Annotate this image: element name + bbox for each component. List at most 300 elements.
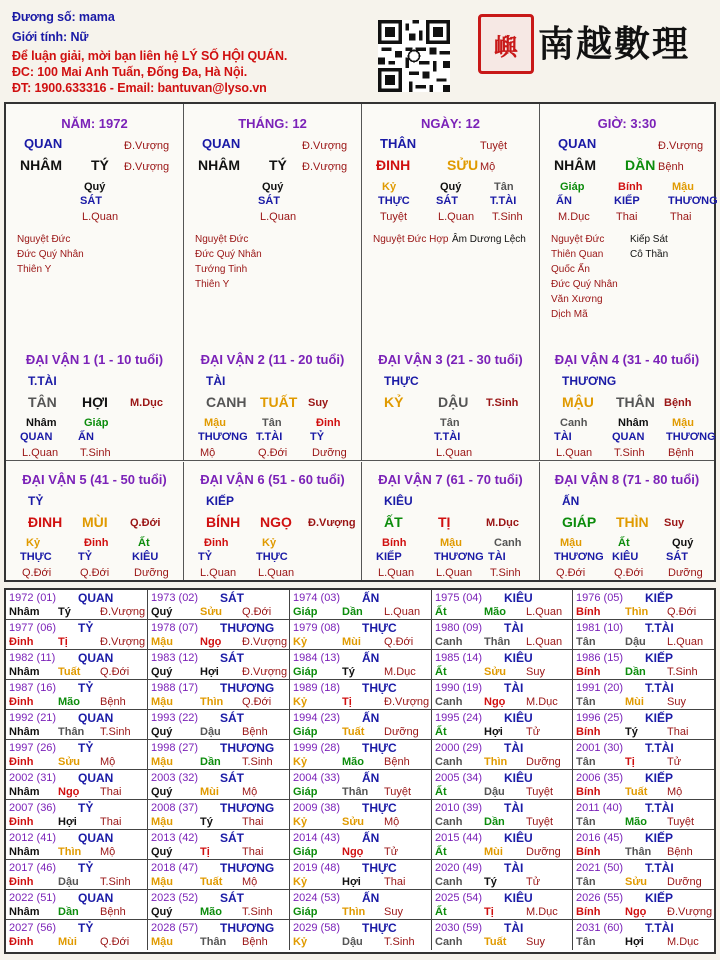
year-label: 2023 (52) <box>151 892 199 904</box>
year-branch: Hợi <box>58 816 77 828</box>
dai-van-4 <box>540 342 714 461</box>
year-branch: Dần <box>58 906 79 918</box>
pillar-2 <box>362 104 540 342</box>
year-stem: Kỷ <box>293 936 308 948</box>
year-god: TỶ <box>78 861 94 875</box>
year-god: THƯƠNG <box>220 621 275 635</box>
hidden-stem: Mậu <box>560 537 582 549</box>
hidden-stage: T.Sinh <box>490 567 521 579</box>
hidden-stem: Ất <box>618 537 630 549</box>
pillar-branch: TÝ <box>269 157 287 173</box>
year-label: 2015 (44) <box>435 832 483 844</box>
year-stem: Quý <box>151 846 173 858</box>
hidden-god: T.TÀI <box>490 195 517 207</box>
year-branch: Dần <box>200 756 221 768</box>
year-stage: Q.Đới <box>100 666 130 678</box>
hidden-stage: L.Quan <box>378 567 415 579</box>
dai-van-branch: TUẤT <box>260 394 298 410</box>
year-god: TỶ <box>78 681 94 695</box>
year-stem: Kỷ <box>293 876 308 888</box>
year-stem: Giáp <box>293 666 318 678</box>
year-label: 2008 (37) <box>151 802 199 814</box>
hidden-stage: Bệnh <box>668 447 694 459</box>
year-stem: Bính <box>576 606 601 618</box>
year-label: 1984 (13) <box>293 652 341 664</box>
year-label: 2002 (31) <box>9 772 57 784</box>
year-god: KIÊU <box>504 591 533 605</box>
dai-van-branch: THÌN <box>616 514 649 530</box>
pillar-branch: SỬU <box>447 157 479 173</box>
year-stage: Thai <box>242 816 264 828</box>
year-branch: Sửu <box>342 816 365 828</box>
hidden-god: THƯƠNG <box>198 431 248 443</box>
year-label: 2016 (45) <box>576 832 624 844</box>
hidden-god: TỶ <box>78 551 93 563</box>
pillar-stem-stage: Đ.Vượng <box>124 140 170 152</box>
year-branch: Hợi <box>342 876 361 888</box>
year-god: ẤN <box>362 711 380 725</box>
dai-van-title: ĐẠI VẬN 4 (31 - 40 tuổi) <box>554 352 700 367</box>
year-branch: Dậu <box>200 726 221 738</box>
dai-van-1 <box>6 342 184 461</box>
year-stage: Đ.Vượng <box>242 636 288 648</box>
year-cell <box>573 890 714 920</box>
hidden-stage: T.Sinh <box>80 447 111 459</box>
year-label: 2019 (48) <box>293 862 341 874</box>
year-cell <box>148 680 290 710</box>
hidden-god: KIÊU <box>132 551 159 563</box>
year-stage: Dưỡng <box>526 846 561 858</box>
dai-van-6 <box>184 462 362 580</box>
year-stem: Tân <box>576 936 596 948</box>
year-branch: Tị <box>484 906 494 918</box>
year-label: 2018 (47) <box>151 862 199 874</box>
year-stage: Đ.Vượng <box>384 696 430 708</box>
star-item: Quốc Ấn <box>551 264 590 275</box>
year-stage: Tuyệt <box>526 816 554 828</box>
year-cell <box>6 650 148 680</box>
year-cell <box>573 920 714 950</box>
year-god: T.TÀI <box>645 621 674 635</box>
year-stem: Tân <box>576 696 596 708</box>
hidden-stem: Quý <box>84 181 106 193</box>
year-stem: Đinh <box>9 876 34 888</box>
year-stage: Q.Đới <box>100 936 130 948</box>
year-label: 2006 (35) <box>576 772 624 784</box>
year-label: 1981 (10) <box>576 622 624 634</box>
year-branch: Ngọ <box>342 846 364 858</box>
year-cell <box>148 920 290 950</box>
year-god: SÁT <box>220 831 244 845</box>
year-stem: Quý <box>151 666 173 678</box>
dai-van-stage: M.Dục <box>130 397 163 409</box>
year-branch: Hợi <box>625 936 644 948</box>
year-stage: Dưỡng <box>384 726 419 738</box>
year-stage: L.Quan <box>384 606 421 618</box>
year-cell <box>573 710 714 740</box>
year-stage: Q.Đới <box>242 696 272 708</box>
year-branch: Thìn <box>484 756 508 768</box>
year-cell <box>148 890 290 920</box>
hidden-stem: Quý <box>672 537 694 549</box>
hidden-god: T.TÀI <box>434 431 461 443</box>
dai-van-3 <box>362 342 540 461</box>
hidden-god: THỰC <box>20 551 52 563</box>
year-god: SÁT <box>220 651 244 665</box>
year-cell <box>148 770 290 800</box>
dai-van-branch: HỢI <box>82 394 108 410</box>
year-cell <box>573 830 714 860</box>
year-label: 1979 (08) <box>293 622 341 634</box>
year-stage: M.Dục <box>667 936 699 948</box>
year-stem: Giáp <box>293 606 318 618</box>
year-god: THƯƠNG <box>220 861 275 875</box>
dai-van-stage: T.Sinh <box>486 397 519 409</box>
dai-van-stage: Đ.Vượng <box>308 517 356 529</box>
year-branch: Dần <box>625 666 646 678</box>
year-branch: Tý <box>200 816 213 828</box>
year-branch: Mão <box>625 816 647 828</box>
year-cell <box>6 830 148 860</box>
year-cell <box>432 680 573 710</box>
year-cell <box>432 830 573 860</box>
year-stage: L.Quan <box>526 636 563 648</box>
year-branch: Mùi <box>342 636 361 648</box>
hidden-god: THƯƠNG <box>668 195 718 207</box>
gender-label: Giới tính: <box>12 30 71 44</box>
hidden-god: THỰC <box>378 195 410 207</box>
star-item: Tướng Tinh <box>195 264 248 275</box>
pillar-stem-stage: Tuyệt <box>480 140 508 152</box>
star-item: Nguyệt Đức <box>17 234 71 245</box>
hidden-stem: Bính <box>382 537 407 549</box>
hidden-stage: L.Quan <box>82 211 119 223</box>
year-stem: Canh <box>435 936 463 948</box>
year-cell <box>432 890 573 920</box>
year-stage: L.Quan <box>667 636 704 648</box>
year-god: THƯƠNG <box>220 801 275 815</box>
year-branch: Mùi <box>625 696 644 708</box>
year-label: 2021 (50) <box>576 862 624 874</box>
dai-van-branch: THÂN <box>616 394 655 410</box>
dai-van-stem: ĐINH <box>28 514 63 530</box>
year-god: TÀI <box>504 741 524 755</box>
year-stage: Thai <box>242 846 264 858</box>
year-cell <box>432 590 573 620</box>
year-label: 1998 (27) <box>151 742 199 754</box>
year-stage: Dưỡng <box>667 876 702 888</box>
year-label: 2013 (42) <box>151 832 199 844</box>
year-stage: Đ.Vượng <box>667 906 713 918</box>
year-god: QUAN <box>78 651 114 665</box>
year-stem: Ất <box>435 846 447 858</box>
hidden-stage: T.Sinh <box>614 447 645 459</box>
year-god: QUAN <box>78 831 114 845</box>
year-stage: Q.Đới <box>384 636 414 648</box>
hidden-stem: Giáp <box>84 417 109 429</box>
dai-van-top-god: TỶ <box>28 494 44 508</box>
hidden-stage: Dưỡng <box>134 567 169 579</box>
year-label: 2004 (33) <box>293 772 341 784</box>
hidden-god: SÁT <box>436 195 458 207</box>
pillar-stem: NHÂM <box>554 157 596 173</box>
year-stem: Giáp <box>293 906 318 918</box>
year-stage: Dưỡng <box>526 756 561 768</box>
year-label: 1974 (03) <box>293 592 341 604</box>
hidden-stem: Giáp <box>560 181 585 193</box>
year-god: TÀI <box>504 681 524 695</box>
year-label: 2029 (58) <box>293 922 341 934</box>
year-label: 2030 (59) <box>435 922 483 934</box>
year-god: T.TÀI <box>645 741 674 755</box>
pillar-branch-stage: Đ.Vượng <box>302 161 348 173</box>
dai-van-title: ĐẠI VẬN 7 (61 - 70 tuổi) <box>378 472 523 487</box>
year-branch: Mão <box>58 696 80 708</box>
year-branch: Ngọ <box>200 636 222 648</box>
year-god: TÀI <box>504 801 524 815</box>
pillar-branch: TÝ <box>91 157 109 173</box>
year-branch: Sửu <box>58 756 81 768</box>
dai-van-stem: KỶ <box>384 394 404 410</box>
year-stem: Nhâm <box>9 906 40 918</box>
year-cell <box>148 860 290 890</box>
year-branch: Sửu <box>200 606 223 618</box>
year-stage: Tử <box>526 726 541 738</box>
year-god: TỶ <box>78 801 94 815</box>
year-label: 2017 (46) <box>9 862 57 874</box>
year-cell <box>6 590 148 620</box>
year-cell <box>290 740 432 770</box>
star-item: Đức Quý Nhân <box>551 279 618 290</box>
dai-van-title: ĐẠI VẬN 5 (41 - 50 tuổi) <box>22 472 167 487</box>
year-god: THỰC <box>362 681 397 695</box>
year-label: 1988 (17) <box>151 682 199 694</box>
year-stage: Mộ <box>100 756 116 768</box>
hidden-stem: Ất <box>138 537 150 549</box>
hidden-stem: Mậu <box>672 417 694 429</box>
star-item: Nguyệt Đức <box>551 234 605 245</box>
hidden-god: SÁT <box>666 551 688 563</box>
year-cell <box>290 650 432 680</box>
year-stage: Đ.Vượng <box>100 636 146 648</box>
year-cell <box>290 800 432 830</box>
year-god: T.TÀI <box>645 681 674 695</box>
year-stem: Kỷ <box>293 816 308 828</box>
hidden-god: QUAN <box>20 431 53 443</box>
dai-van-title: ĐẠI VẬN 1 (1 - 10 tuổi) <box>25 352 164 367</box>
year-stem: Ất <box>435 906 447 918</box>
year-god: KIÊU <box>504 711 533 725</box>
year-cell <box>290 590 432 620</box>
year-label: 1994 (23) <box>293 712 341 724</box>
hidden-stage: L.Quan <box>258 567 295 579</box>
pillar-top-god: QUAN <box>24 136 63 151</box>
year-cell <box>148 620 290 650</box>
year-label: 2009 (38) <box>293 802 341 814</box>
year-stage: Mộ <box>242 876 258 888</box>
year-branch: Mão <box>342 756 364 768</box>
qr-code-icon[interactable] <box>378 20 450 92</box>
pillar-branch-stage: Đ.Vượng <box>124 161 170 173</box>
year-cell <box>148 590 290 620</box>
star-item: Văn Xương <box>551 294 603 305</box>
year-stage: Bệnh <box>242 936 268 948</box>
year-stem: Giáp <box>293 786 318 798</box>
year-god: THƯƠNG <box>220 681 275 695</box>
year-stem: Mậu <box>151 936 173 948</box>
year-stage: Mộ <box>100 846 116 858</box>
brand-logo: 南越數理 <box>538 23 691 65</box>
year-label: 2022 (51) <box>9 892 57 904</box>
year-stem: Tân <box>576 876 596 888</box>
hidden-stem: Mậu <box>204 417 226 429</box>
year-stem: Kỷ <box>293 696 308 708</box>
year-stage: T.Sinh <box>384 936 415 948</box>
year-cell <box>432 740 573 770</box>
year-stage: Thai <box>667 726 689 738</box>
star-item: Đức Quý Nhân <box>195 249 262 260</box>
year-god: T.TÀI <box>645 861 674 875</box>
year-stage: Đ.Vượng <box>242 666 288 678</box>
year-stem: Bính <box>576 846 601 858</box>
year-stem: Kỷ <box>293 756 308 768</box>
year-god: THỰC <box>362 741 397 755</box>
hidden-stage: Dưỡng <box>668 567 703 579</box>
pillar-1 <box>184 104 362 342</box>
dai-van-title: ĐẠI VẬN 8 (71 - 80 tuổi) <box>554 472 700 487</box>
year-stem: Canh <box>435 696 463 708</box>
hidden-stage: Tuyệt <box>380 211 408 223</box>
year-label: 1991 (20) <box>576 682 624 694</box>
year-branch: Hợi <box>484 726 503 738</box>
pillar-stem-stage: Đ.Vượng <box>658 140 704 152</box>
year-branch: Tuất <box>342 726 365 738</box>
year-stage: Tử <box>384 846 399 858</box>
year-stem: Đinh <box>9 756 34 768</box>
year-label: 1978 (07) <box>151 622 199 634</box>
hidden-god: SÁT <box>258 195 280 207</box>
dai-van-top-god: TÀI <box>206 374 226 388</box>
dai-van-title: ĐẠI VẬN 2 (11 - 20 tuổi) <box>200 352 345 367</box>
year-label: 2003 (32) <box>151 772 199 784</box>
year-stem: Quý <box>151 906 173 918</box>
year-stage: T.Sinh <box>100 726 131 738</box>
year-stem: Mậu <box>151 756 173 768</box>
year-cell <box>6 620 148 650</box>
year-stem: Nhâm <box>9 846 40 858</box>
year-branch: Tuất <box>200 876 223 888</box>
dai-van-branch: NGỌ <box>260 514 292 530</box>
year-god: TỶ <box>78 621 94 635</box>
year-branch: Tý <box>342 666 355 678</box>
dai-van-top-god: KIẾP <box>206 494 235 508</box>
hidden-stage: T.Sinh <box>492 211 523 223</box>
year-stage: Tử <box>667 756 682 768</box>
hidden-stem: Canh <box>494 537 522 549</box>
year-god: KIẾP <box>645 891 674 905</box>
pillar-branch: DẦN <box>625 157 656 173</box>
year-stem: Bính <box>576 666 601 678</box>
year-branch: Tuất <box>484 936 507 948</box>
year-cell <box>6 920 148 950</box>
year-stem: Bính <box>576 906 601 918</box>
year-label: 1983 (12) <box>151 652 199 664</box>
year-branch: Thân <box>625 846 652 858</box>
year-label: 2028 (57) <box>151 922 199 934</box>
year-god: QUAN <box>78 891 114 905</box>
year-stage: M.Dục <box>526 696 558 708</box>
star-item: Đức Quý Nhân <box>17 249 84 260</box>
year-stage: Thai <box>100 786 122 798</box>
hidden-stem: Mậu <box>672 181 694 193</box>
star-item-2: Kiếp Sát <box>630 234 668 245</box>
phone-email: ĐT: 1900.633316 - Email: bantuvan@lyso.vn <box>12 81 267 95</box>
year-stage: Bệnh <box>242 726 268 738</box>
hidden-god: THƯƠNG <box>666 431 716 443</box>
year-cell <box>432 920 573 950</box>
year-cell <box>432 800 573 830</box>
year-cell <box>573 860 714 890</box>
hidden-god: TỶ <box>310 431 325 443</box>
year-label: 2020 (49) <box>435 862 483 874</box>
year-branch: Ngọ <box>484 696 506 708</box>
pillar-branch-stage: Bệnh <box>658 161 684 173</box>
year-branch: Hợi <box>200 666 219 678</box>
dai-van-stem: CANH <box>206 394 247 410</box>
year-branch: Dậu <box>484 786 505 798</box>
year-god: ẤN <box>362 651 380 665</box>
hidden-stage: L.Quan <box>200 567 237 579</box>
year-god: TÀI <box>504 621 524 635</box>
hidden-stem: Tân <box>494 181 514 193</box>
dai-van-top-god: T.TÀI <box>28 374 57 388</box>
year-stage: T.Sinh <box>667 666 698 678</box>
year-label: 1975 (04) <box>435 592 483 604</box>
year-god: ẤN <box>362 891 380 905</box>
dai-van-stem: MẬU <box>562 394 594 410</box>
dai-van-8 <box>540 462 714 580</box>
pillar-stem: NHÂM <box>198 157 240 173</box>
dai-van-stage: Bệnh <box>664 397 692 409</box>
hidden-god: TỶ <box>198 551 213 563</box>
year-label: 1990 (19) <box>435 682 483 694</box>
year-stem: Nhâm <box>9 606 40 618</box>
year-cell <box>290 860 432 890</box>
hidden-stage: Q.Đới <box>258 447 288 459</box>
hidden-god: TÀI <box>554 431 572 443</box>
pillar-top-god: QUAN <box>558 136 597 151</box>
year-cell <box>290 830 432 860</box>
year-label: 2011 (40) <box>576 802 623 814</box>
year-god: THỰC <box>362 861 397 875</box>
year-stage: Suy <box>384 906 403 918</box>
hidden-stage: Thai <box>670 211 692 223</box>
year-stage: Thai <box>384 876 406 888</box>
hidden-god: SÁT <box>80 195 102 207</box>
year-label: 1992 (21) <box>9 712 57 724</box>
seal-stamp-icon: 嶼 <box>478 14 534 74</box>
dai-van-stem: TÂN <box>28 394 57 410</box>
year-cell <box>148 650 290 680</box>
year-label: 1982 (11) <box>9 652 56 664</box>
dai-van-table <box>4 342 716 582</box>
year-god: SÁT <box>220 771 244 785</box>
hidden-god: THƯƠNG <box>554 551 604 563</box>
year-cell <box>573 800 714 830</box>
pillar-branch-stage: Mộ <box>480 161 496 173</box>
year-label: 1986 (15) <box>576 652 624 664</box>
hidden-stem: Đinh <box>316 417 341 429</box>
